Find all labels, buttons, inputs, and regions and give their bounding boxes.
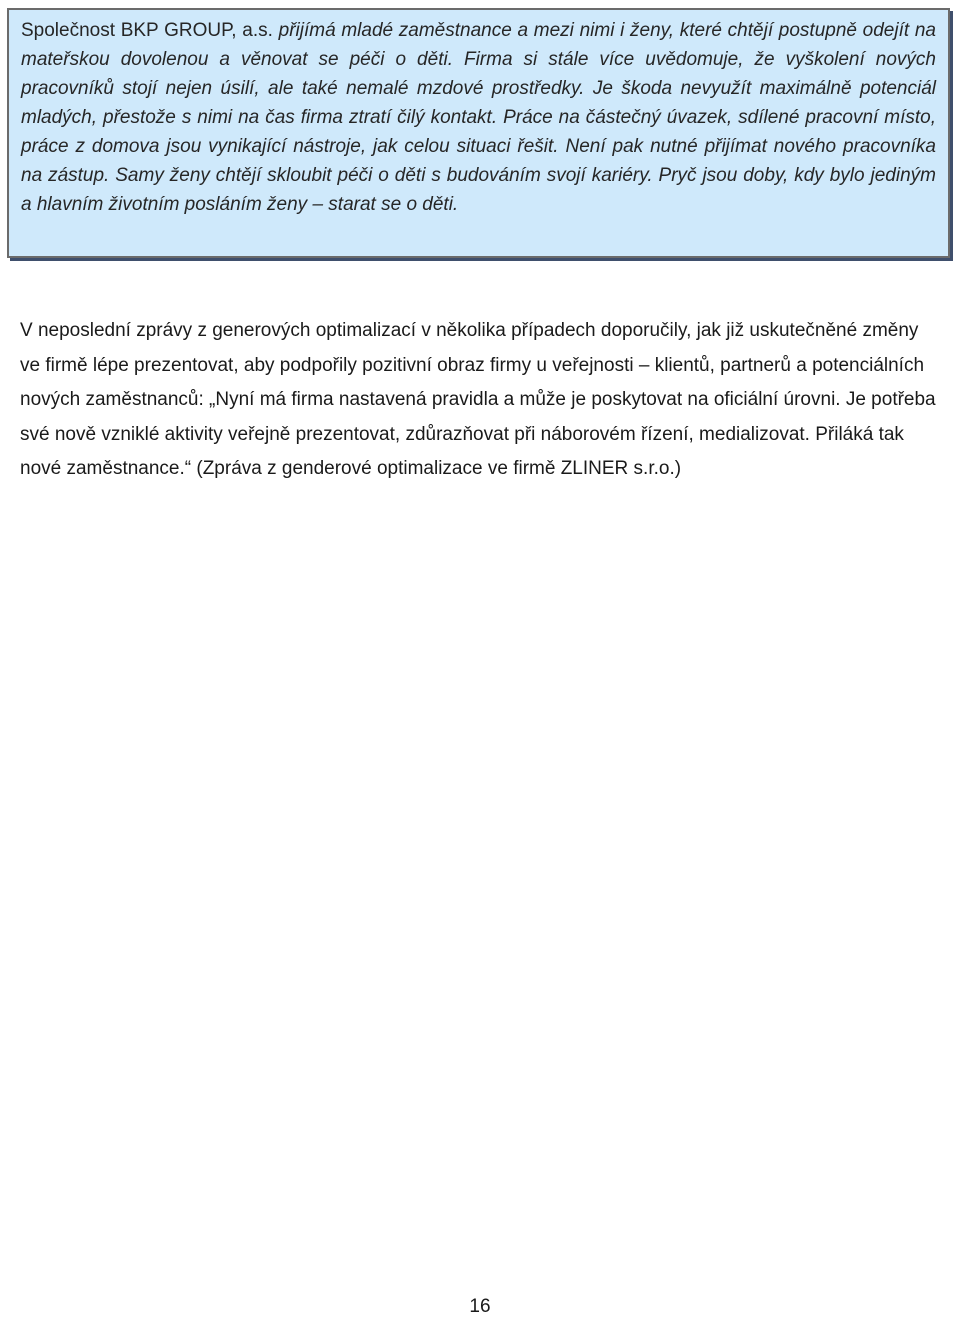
quote-paragraph-text: V neposlední zprávy z generových optimalizací v několika případech doporučily, jak již uskutečněné změny ve firmě lépe prezentovat, aby podpořily pozitivní obraz firmy u veřejnosti – klientů, partnerů a potenciálních nových zaměstnanců: „Nyní má firma nastavená pravidla a může je poskytovat na oficiální úrovni. Je potřeba své nově vzniklé aktivity veřejně prezentovat, zdůrazňovat při náborovém řízení, medializovat. Přiláká tak nové zaměstnance.“ (Zpráva z genderové optimalizace ve firmě ZLINER s.r.o.) <box>20 320 936 479</box>
quote-paragraph <box>20 314 942 487</box>
highlight-callout-box <box>7 8 950 258</box>
callout-lead: Společnost BKP GROUP, a.s. <box>21 20 273 41</box>
callout-text <box>21 16 936 219</box>
page-number: 16 <box>469 1296 491 1317</box>
callout-body: přijímá mladé zaměstnance a mezi nimi i ženy, které chtějí postupně odejít na mateřskou dovolenou a věnovat se péči o děti. Firma si stále více uvědomuje, že vyškolení nových pracovníků stojí nejen úsilí, ale také nemalé mzdové prostředky. Je škoda nevyužít maximálně potenciál mladých, přestože s nimi na čas firma ztratí čilý kontakt. Práce na částečný úvazek, sdílené pracovní místo, práce z domova jsou vynikající nástroje, jak celou situaci řešit. Není pak nutné přijímat nového pracovníka na zástup. Samy ženy chtějí skloubit péči o děti s budováním svojí kariéry. Pryč jsou doby, kdy bylo jediným a hlavním životním posláním ženy – starat se o děti. <box>21 20 936 215</box>
